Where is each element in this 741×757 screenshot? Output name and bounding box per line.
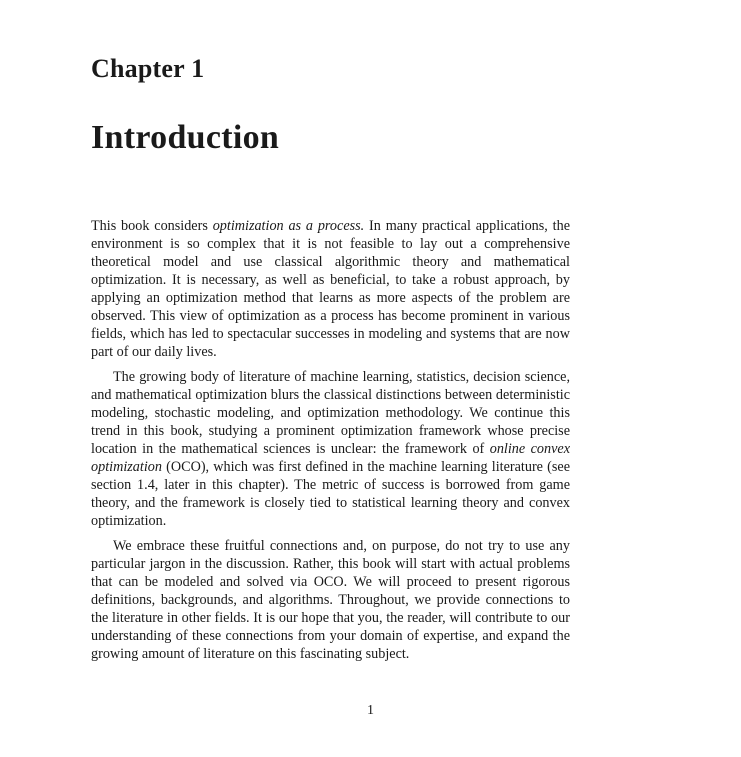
body-text	[91, 217, 570, 670]
chapter-title: Introduction	[91, 119, 280, 156]
paragraph-3	[91, 537, 570, 663]
paragraph-2	[91, 368, 570, 530]
paragraph-1-text-1: This book considers	[91, 218, 213, 234]
paragraph-3-text-1: We embrace these fruitful connections and, on purpose, do not try to use any particular jargon in the discussion. Rather, this book will start with actual problems that can be modeled and solved via OCO. We will proceed to present rigorous definitions, backgrounds, and algorithms. Throughout, we provide connections to the literature in other fields. It is our hope that you, the reader, will contribute to our understanding of these connections from your domain of expertise, and expand the growing amount of literature on this fascinating subject.	[91, 538, 570, 662]
paragraph-2-text-1: The growing body of literature of machine learning, statistics, decision science, and mathematical optimization blurs the classical distinctions between deterministic modeling, stochastic modeling, and optimization methodology. We continue this trend in this book, studying a prominent optimization framework whose precise location in the mathematical sciences is unclear: the framework of	[91, 369, 570, 457]
paragraph-2-text-2: (OCO), which was first defined in the machine learning literature (see section 1.4, later in this chapter). The metric of success is borrowed from game theory, and the framework is closely tied to statistical learning theory and convex optimization.	[91, 459, 570, 529]
page-number: 1	[367, 703, 374, 718]
paragraph-1-text-2: In many practical applications, the environment is so complex that it is not feasible to lay out a comprehensive theoretical model and use classical algorithmic theory and mathematical optimization. It is necessary, as well as beneficial, to take a robust approach, by applying an optimization method that learns as more aspects of the problem are observed. This view of optimization as a process has become prominent in various fields, which has led to spectacular successes in modeling and systems that are now part of our daily lives.	[91, 218, 570, 360]
chapter-label: Chapter 1	[91, 54, 205, 83]
paragraph-1-emphasis: optimization as a process.	[212, 218, 365, 234]
paragraph-1	[91, 217, 570, 361]
paragraph-2-emphasis: online convex optimization	[91, 441, 570, 475]
